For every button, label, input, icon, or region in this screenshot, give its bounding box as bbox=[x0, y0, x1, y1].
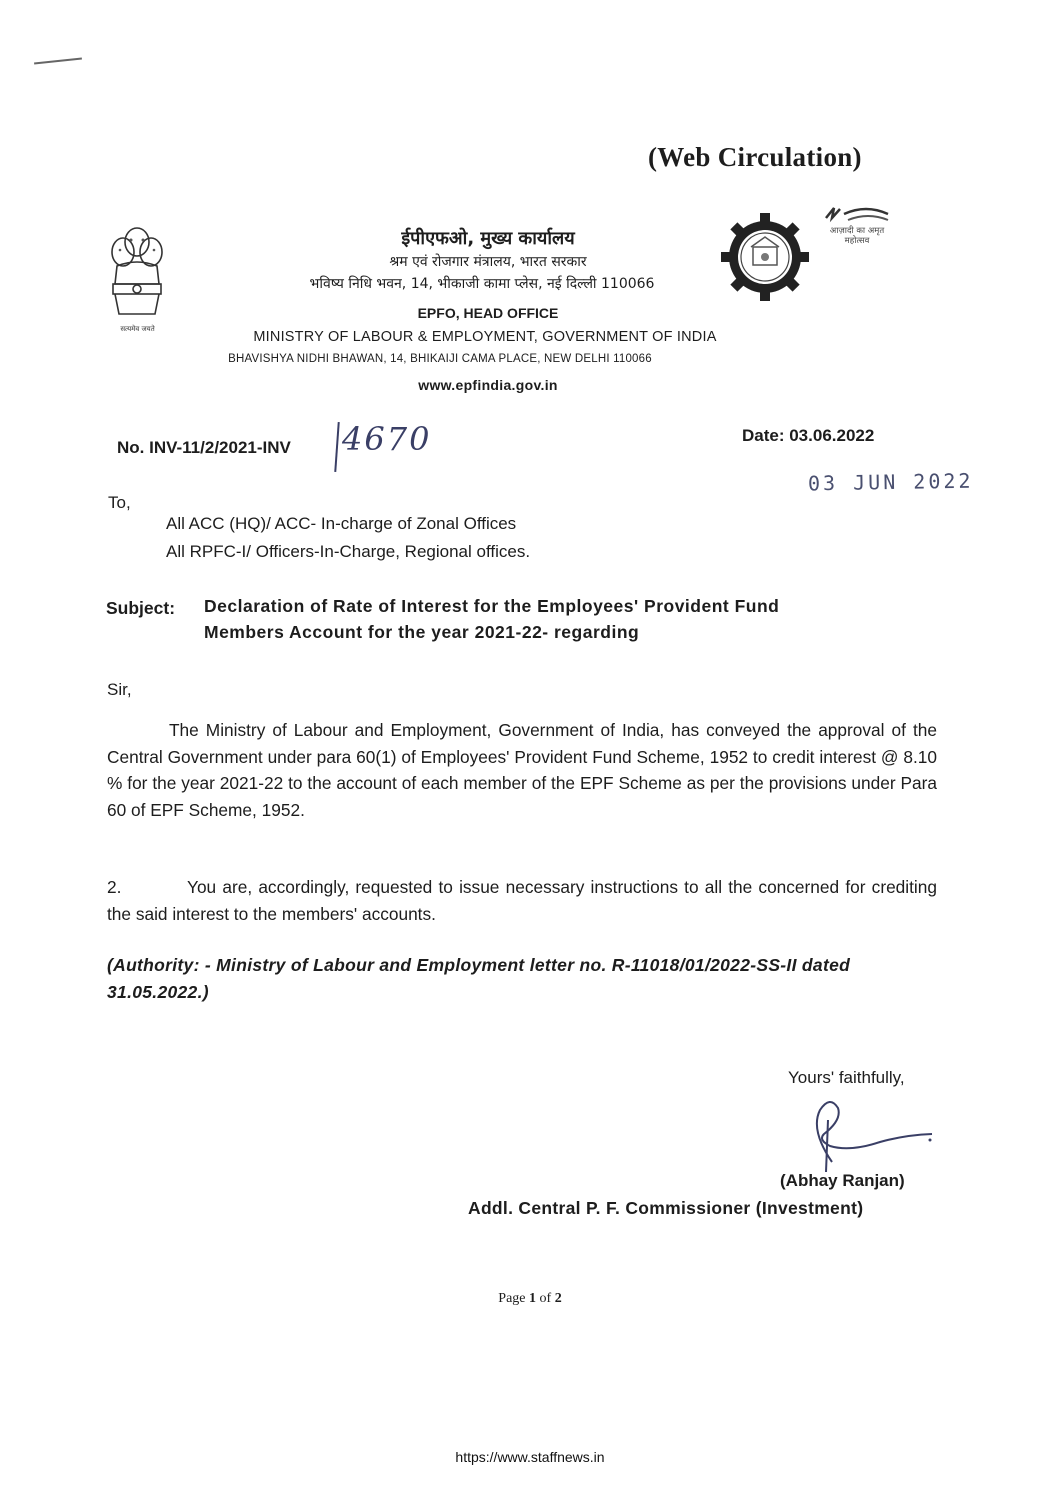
signatory-designation: Addl. Central P. F. Commissioner (Investment) bbox=[468, 1198, 864, 1218]
authority-note: (Authority: - Ministry of Labour and Employment letter no. R-11018/01/2022-SS-II dated 31.05.2022.) bbox=[107, 955, 851, 1002]
paragraph-2-text: You are, accordingly, requested to issue necessary instructions to all the concerned for crediting the said interest to the members' accounts. bbox=[107, 877, 937, 924]
page-prefix: Page bbox=[498, 1291, 530, 1306]
page-current: 1 bbox=[529, 1291, 537, 1306]
footer-url: https://www.staffnews.in bbox=[455, 1449, 605, 1465]
page-of: of bbox=[536, 1291, 555, 1306]
page-total: 2 bbox=[554, 1291, 562, 1306]
epfo-logo-icon bbox=[720, 212, 810, 302]
letter-date: Date: 03.06.2022 bbox=[742, 426, 875, 445]
office-address: BHAVISHYA NIDHI BHAWAN, 14, BHIKAIJI CAMA PLACE, NEW DELHI 110066 bbox=[228, 353, 652, 365]
handwritten-number: 4670 bbox=[342, 420, 432, 458]
office-title: EPFO, HEAD OFFICE bbox=[417, 305, 559, 321]
signature-icon bbox=[790, 1090, 940, 1180]
recipient-line-1: All ACC (HQ)/ ACC- In-charge of Zonal Offices bbox=[166, 514, 517, 533]
national-emblem-icon bbox=[103, 222, 171, 332]
scan-mark bbox=[34, 57, 82, 64]
to-label: To, bbox=[108, 493, 131, 512]
ministry-name: MINISTRY OF LABOUR & EMPLOYMENT, GOVERNMENT OF INDIA bbox=[253, 329, 717, 345]
subject-label: Subject: bbox=[106, 598, 176, 618]
recipient-line-2: All RPFC-I/ Officers-In-Charge, Regional offices. bbox=[166, 542, 531, 561]
handwritten-bar bbox=[334, 422, 339, 472]
azadi-text: आज़ादी का अमृत महोत्सव bbox=[829, 226, 885, 246]
website: www.epfindia.gov.in bbox=[418, 377, 558, 393]
page-number bbox=[480, 1291, 580, 1307]
closing: Yours' faithfully, bbox=[788, 1068, 905, 1087]
paragraph-2-number: 2. bbox=[107, 877, 122, 897]
hindi-address: भविष्य निधि भवन, 14, भीकाजी कामा प्लेस, नई दिल्ली 110066 bbox=[309, 276, 655, 292]
paragraph-1: The Ministry of Labour and Employment, Government of India, has conveyed the approval of the Central Government under para 60(1) of Employees' Provident Fund Scheme, 1952 to credit interest @ 8.10 % for the year 2021-22 to the account of each member of the EPF Scheme as per the provisions under Para 60 of EPF Scheme, 1952. bbox=[107, 720, 937, 820]
reference-number: No. INV-11/2/2021-INV bbox=[117, 438, 291, 457]
subject-line-2: Members Account for the year 2021-22- regarding bbox=[204, 622, 640, 642]
salutation: Sir, bbox=[107, 680, 132, 699]
hindi-ministry: श्रम एवं रोजगार मंत्रालय, भारत सरकार bbox=[389, 254, 587, 270]
signatory-name: (Abhay Ranjan) bbox=[780, 1171, 905, 1190]
hindi-office-title: ईपीएफओ, मुख्य कार्यालय bbox=[401, 228, 575, 249]
subject-line-1: Declaration of Rate of Interest for the Employees' Provident Fund bbox=[204, 596, 780, 616]
web-circulation-label: (Web Circulation) bbox=[648, 142, 862, 172]
paragraph-2 bbox=[107, 874, 937, 927]
receipt-date-stamp: 03 JUN 2022 bbox=[807, 468, 974, 496]
emblem-motto: सत्यमेव जयते bbox=[120, 325, 155, 333]
